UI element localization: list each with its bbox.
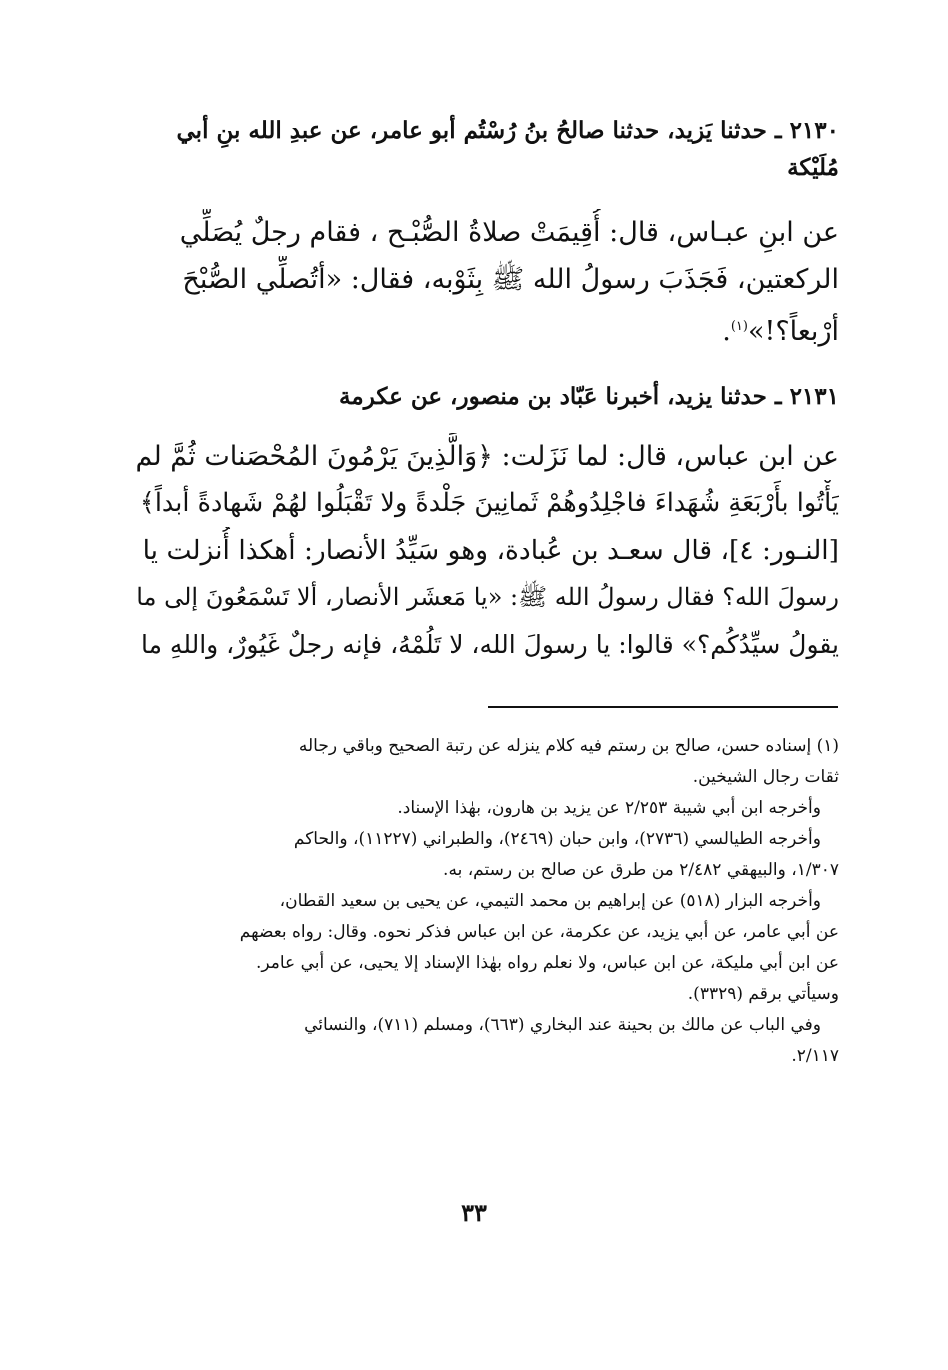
footnote-1-line: ثقات رجال الشيخين.: [692, 767, 839, 787]
footnotes: [135, 731, 839, 1072]
hadith-2131-matn: [135, 433, 839, 668]
footnote-reference[interactable]: (١): [730, 319, 748, 334]
isnad-line: مُلَيْكة: [787, 154, 839, 181]
matn-line: يقولُ سيِّدُكُم؟» قالوا: يا رسولَ الله، لا تَلُمْهُ، فإنه رجلٌ غَيُورٌ، واللهِ ما: [140, 630, 839, 659]
footnote-paragraph-line: وأخرجه ابن أبي شيبة ٢/٢٥٣ عن يزيد بن هارون، بهٰذا الإسناد.: [397, 798, 821, 818]
footnote-paragraph-line: وأخرجه الطيالسي (٢٧٣٦)، وابن حبان (٢٤٦٩)، والطبراني (١١٢٢٧)، والحاكم: [293, 829, 821, 849]
footnote-paragraph-line: عن أبي عامر، عن أبي يزيد، عن عكرمة، عن ابن عباس فذكر نحوه. وقال: رواه بعضهم: [239, 922, 839, 942]
footnote-1-line: (١) إسناده حسن، صالح بن رستم فيه كلام ينزله عن رتبة الصحيح وباقي رجاله: [298, 736, 839, 756]
matn-line: عن ابن عباس، قال: لما نَزَلت: ﴿وَالَّذِينَ يَرْمُونَ المُحْصَنات ثُمَّ لم: [135, 441, 839, 472]
matn-line: رسولَ الله؟ فقال رسولُ الله ﷺ: «يا مَعشَر الأنصار، ألا تَسْمَعُونَ إلى ما: [136, 583, 839, 611]
matn-line-last: [135, 303, 839, 355]
matn-line: الركعتين، فَجَذَبَ رسولُ الله ﷺ بِثَوْبه، فقال: «أتُصلِّي الصُّبْحَ: [182, 264, 839, 295]
matn-text: أرْبعاً؟!»: [747, 316, 839, 347]
hadith-2130-isnad: [135, 112, 839, 186]
footnote-paragraph-line: ١/٣٠٧، والبيهقي ٢/٤٨٢ من طرق عن صالح بن رستم، به.: [443, 860, 839, 880]
footnote-paragraph-line: عن ابن أبي مليكة، عن ابن عباس، ولا نعلم رواه بهٰذا الإسناد إلا يحيى، عن أبي عامر.: [255, 953, 839, 973]
hadith-2131-isnad: [135, 378, 839, 415]
hadith-2130-matn: [135, 209, 839, 355]
page-number: ٣٣: [461, 1198, 487, 1227]
footnote-divider: [488, 706, 838, 708]
isnad-line: ٢١٣١ ـ حدثنا يزيد، أخبرنا عَبّاد بن منصور، عن عكرمة: [339, 383, 839, 410]
footnote-paragraph-line: وفي الباب عن مالك بن بحينة عند البخاري (٦٦٣)، ومسلم (٧١١)، والنسائي: [304, 1015, 821, 1035]
isnad-line: ٢١٣٠ ـ حدثنا يَزيد، حدثنا صالحُ بنُ رُسْتُم أبو عامر، عن عبدِ الله بنِ أبي: [176, 117, 839, 144]
footnote-paragraph-line: ٢/١١٧.: [791, 1046, 839, 1066]
footnote-paragraph-line: وأخرجه البزار (٥١٨) عن إبراهيم بن محمد التيمي، عن يحيى بن سعيد القطان،: [279, 891, 821, 911]
matn-line: [النـور: ٤]، قال سعـد بن عُبادة، وهو سَيِّدُ الأنصار: أهكذا أُنزلت يا: [142, 535, 839, 566]
footnote-paragraph-line: وسيأتي برقم (٣٣٢٩).: [687, 984, 839, 1004]
matn-line: يَأْتُوا بأَرْبَعَةِ شُهَداءَ فاجْلِدُوهُمْ ثَمانِينَ جَلْدةً ولا تَقْبَلُوا لهُمْ شَهادةً أبداً﴾: [139, 488, 839, 518]
matn-end: .: [722, 316, 731, 347]
matn-line: عن ابنِ عبـاس، قال: أُقِيمَتْ صلاةُ الصُّبْـح ، فقام رجلٌ يُصَلِّي: [179, 217, 839, 248]
